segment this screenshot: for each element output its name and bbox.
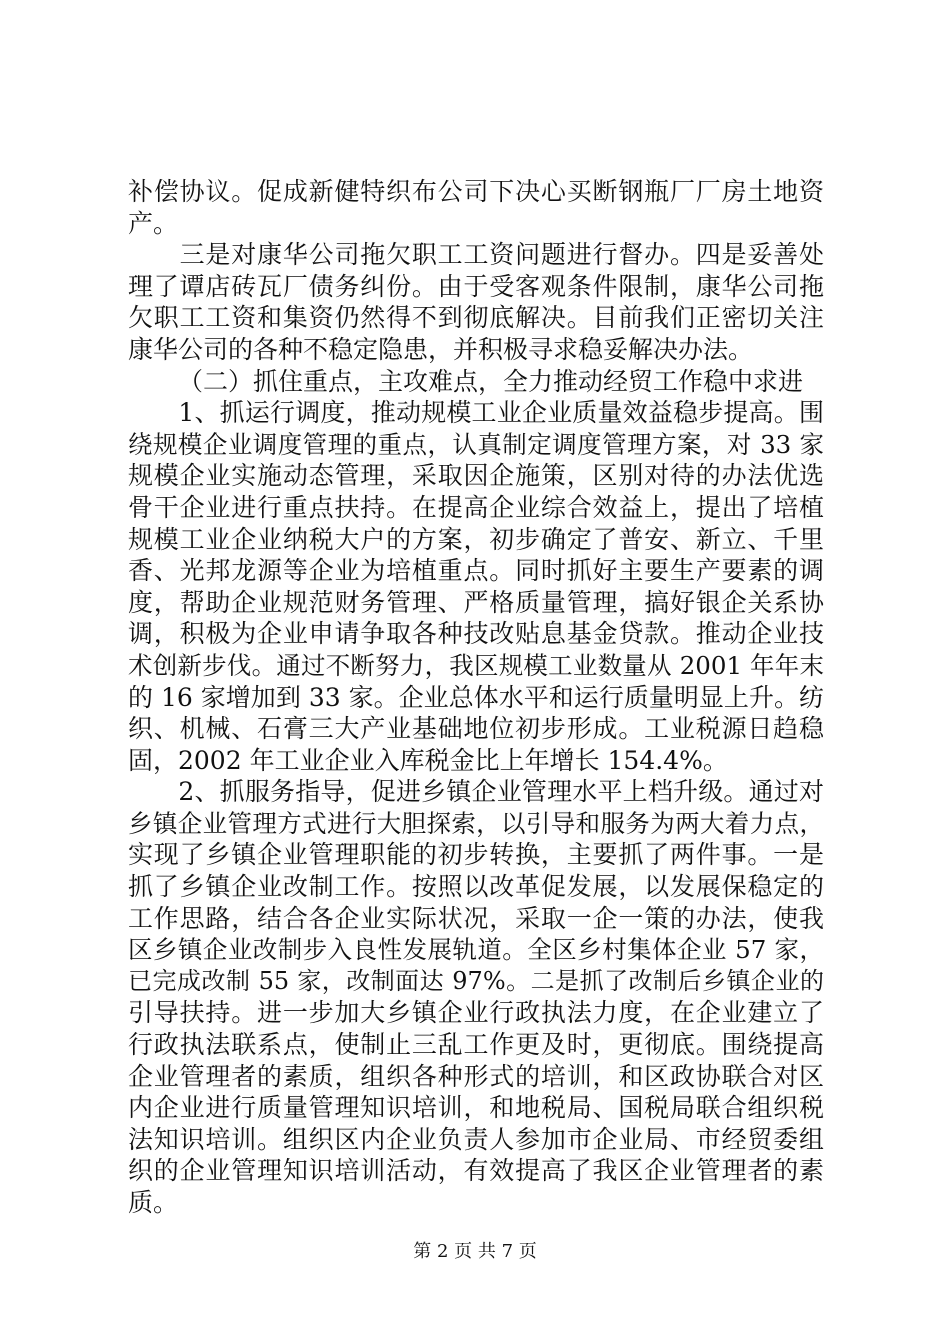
text-line: 区乡镇企业改制步入良性发展轨道。全区乡村集体企业 57 家， (128, 935, 824, 965)
text-line: 骨干企业进行重点扶持。在提高企业综合效益上，提出了培植 (128, 492, 824, 522)
text-line: 1、抓运行调度，推动规模工业企业质量效益稳步提高。围 (128, 398, 824, 428)
text-line: 香、光邦龙源等企业为培植重点。同时抓好主要生产要素的调 (128, 556, 824, 586)
text-line: 度，帮助企业规范财务管理、严格质量管理，搞好银企关系协 (128, 587, 824, 617)
text-line: 工作思路，结合各企业实际状况，采取一企一策的办法，使我 (128, 903, 824, 933)
section-heading: （二）抓住重点，主攻难点，全力推动经贸工作稳中求进 (178, 366, 804, 396)
text-line: 康华公司的各种不稳定隐患，并积极寻求稳妥解决办法。 (128, 334, 754, 364)
text-line: 企业管理者的素质，组织各种形式的培训，和区政协联合对区 (128, 1061, 824, 1091)
text-line: 理了谭店砖瓦厂债务纠份。由于受客观条件限制，康华公司拖 (128, 271, 824, 301)
text-line: 规模工业企业纳税大户的方案，初步确定了普安、新立、千里 (128, 524, 824, 554)
page-footer: 第 2 页 共 7 页 (413, 1241, 537, 1262)
text-line: 三是对康华公司拖欠职工工资问题进行督办。四是妥善处 (128, 240, 824, 270)
text-line: 行政执法联系点，使制止三乱工作更及时，更彻底。围绕提高 (128, 1030, 824, 1060)
text-line: 质。 (128, 1188, 179, 1217)
text-line: 调，积极为企业申请争取各种技改贴息基金贷款。推动企业技 (128, 619, 824, 649)
text-line: 产。 (128, 208, 179, 238)
text-line: 已完成改制 55 家，改制面达 97%。二是抓了改制后乡镇企业的 (128, 966, 824, 995)
text-line: 乡镇企业管理方式进行大胆探索，以引导和服务为两大着力点， (128, 808, 824, 838)
text-line: 的 16 家增加到 33 家。企业总体水平和运行质量明显上升。纺 (128, 682, 824, 712)
text-line: 织的企业管理知识培训活动，有效提高了我区企业管理者的素 (128, 1156, 824, 1186)
document-body (128, 176, 824, 1219)
text-line: 绕规模企业调度管理的重点，认真制定调度管理方案，对 33 家 (128, 429, 824, 459)
text-line: 固，2002 年工业企业入库税金比上年增长 154.4%。 (128, 745, 728, 775)
text-line: 抓了乡镇企业改制工作。按照以改革促发展，以发展保稳定的 (128, 872, 824, 902)
text-line: 欠职工工资和集资仍然得不到彻底解决。目前我们正密切关注 (128, 303, 824, 333)
text-line: 规模企业实施动态管理，采取因企施策，区别对待的办法优选 (128, 461, 824, 491)
text-line: 法知识培训。组织区内企业负责人参加市企业局、市经贸委组 (128, 1124, 824, 1154)
text-line: 术创新步伐。通过不断努力，我区规模工业数量从 2001 年年末 (128, 650, 824, 680)
text-line: 织、机械、石膏三大产业基础地位初步形成。工业税源日趋稳 (128, 714, 824, 744)
text-line: 引导扶持。进一步加大乡镇企业行政执法力度，在企业建立了 (128, 998, 824, 1028)
text-line: 内企业进行质量管理知识培训，和地税局、国税局联合组织税 (128, 1093, 824, 1123)
text-line: 实现了乡镇企业管理职能的初步转换，主要抓了两件事。一是 (128, 840, 824, 870)
text-line: 补偿协议。促成新健特织布公司下决心买断钢瓶厂厂房土地资 (128, 177, 824, 206)
text-line: 2、抓服务指导，促进乡镇企业管理水平上档升级。通过对 (128, 777, 824, 807)
